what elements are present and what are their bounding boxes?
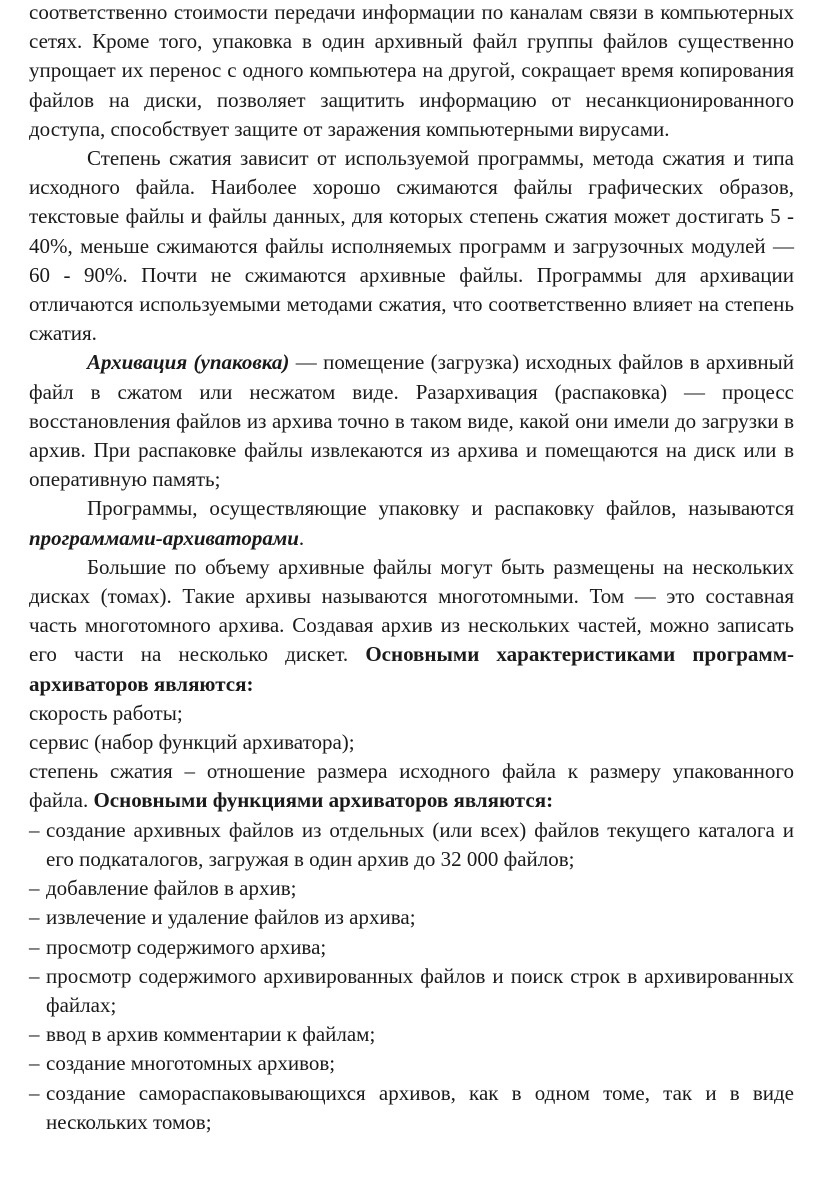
function-item-text: создание самораспаковывающихся архивов, как в одном томе, так и в виде нескольких томов;: [46, 1080, 794, 1134]
dash-marker: –: [29, 1022, 40, 1047]
term-archiving: Архивация (упаковка): [87, 350, 290, 375]
dash-marker: –: [29, 876, 40, 901]
multivolume-text: Большие по объему архивные файлы могут быть размещены на нескольких дисках (томах). Такие архивы называются многотомными. Том — это составная часть многотомного архива. Создавая архив из нескольких частей, можно записать его части на несколько дискет.: [29, 554, 794, 667]
dash-marker: –: [29, 1080, 40, 1105]
archiver-programs-end: .: [298, 525, 305, 550]
paragraph-compression-ratio: Степень сжатия зависит от используемой программы, метода сжатия и типа исходного файла. Наиболее хорошо сжимаются файлы графических образов, текстовые файлы и файлы данных, для которых степень сжатия может достигать 5 - 40%, меньше сжимаются файлы исполняемых программ и загрузочных модулей — 60 - 90%. Почти не сжимаются архивные файлы. Программы для архивации отличаются используемыми методами сжатия, что соответственно влияет на степень сжатия.: [29, 146, 794, 346]
function-item: [29, 903, 794, 932]
dash-marker: –: [29, 963, 40, 988]
function-item-text: создание архивных файлов из отдельных (или всех) файлов текущего каталога и его подкаталогов, загружая в один архив до 32 000 файлов;: [46, 817, 794, 871]
term-archivers: программами-архиваторами: [29, 525, 299, 550]
function-item-text: извлечение и удаление файлов из архива;: [46, 905, 416, 930]
functions-list: [29, 816, 794, 1137]
paragraph-archiver-programs: [29, 494, 794, 552]
characteristics-heading: Основными характеристиками программ-архиваторов являются:: [29, 642, 795, 696]
function-item-text: просмотр содержимого архива;: [46, 934, 327, 959]
function-item: [29, 1079, 794, 1137]
function-item-text: просмотр содержимого архивированных файлов и поиск строк в архивированных файлах;: [46, 963, 794, 1017]
dash-marker: –: [29, 1051, 40, 1076]
characteristic-item: сервис (набор функций архиватора);: [29, 730, 355, 755]
paragraph-multivolume: [29, 553, 794, 699]
document-page: [29, 0, 794, 1137]
functions-heading: Основными функциями архиваторов являются:: [93, 788, 554, 813]
archiving-definition-text: — помещение (загрузка) исходных файлов в архивный файл в сжатом или несжатом виде. Разархивация (распаковка) — процесс восстановления файлов из архива точно в таком виде, какой они имели до загрузки в архив. При распаковке файлы извлекаются из архива и помещаются на диск или в оперативную память;: [29, 350, 795, 492]
paragraph-archiving-definition: [29, 348, 794, 494]
archiver-programs-text: Программы, осуществляющие упаковку и распаковку файлов, называются: [87, 496, 794, 521]
function-item: [29, 1049, 794, 1078]
function-item: [29, 816, 794, 874]
function-item: [29, 874, 794, 903]
function-item-text: создание многотомных архивов;: [46, 1051, 336, 1076]
paragraph-continuation: соответственно стоимости передачи информации по каналам связи в компьютерных сетях. Кроме того, упаковка в один архивный файл группы файлов существенно упрощает их перенос с одного компьютера на другой, сокращает время копирования файлов на диски, позволяет защитить информацию от несанкционированного доступа, способствует защите от заражения компьютерными вирусами.: [29, 0, 794, 141]
paragraph-ratio-definition: [29, 757, 794, 815]
function-item-text: ввод в архив комментарии к файлам;: [46, 1022, 376, 1047]
characteristic-item: скорость работы;: [29, 700, 183, 725]
function-item: [29, 962, 794, 1020]
dash-marker: –: [29, 817, 40, 842]
function-item: [29, 1020, 794, 1049]
dash-marker: –: [29, 905, 40, 930]
function-item: [29, 933, 794, 962]
dash-marker: –: [29, 934, 40, 959]
ratio-definition-text: степень сжатия – отношение размера исходного файла к размеру упакованного файла.: [29, 759, 794, 813]
function-item-text: добавление файлов в архив;: [46, 876, 297, 901]
